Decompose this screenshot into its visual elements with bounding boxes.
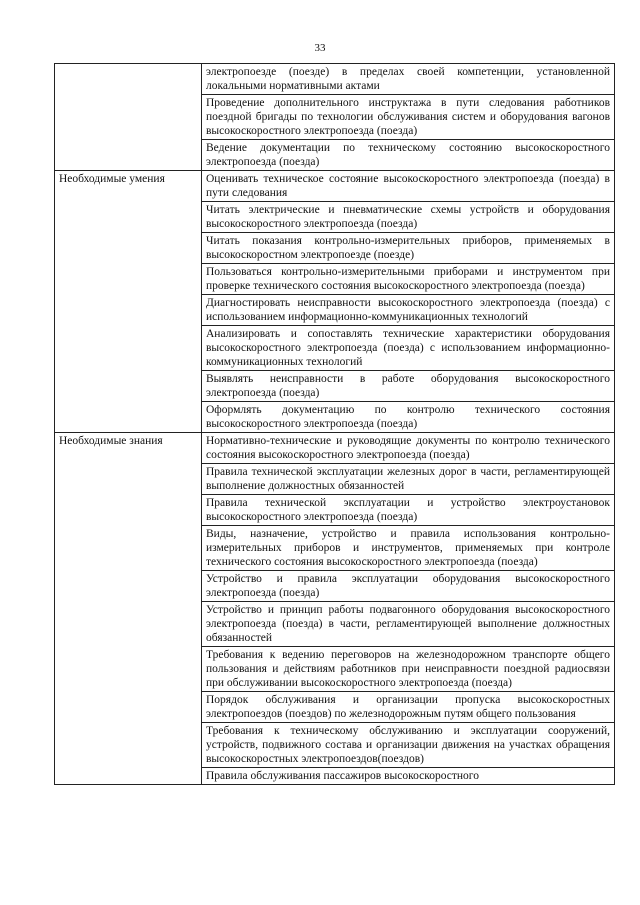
- table-cell: Читать электрические и пневматические схемы устройств и оборудования высокоскоростного электропоезда (поезда): [202, 202, 615, 233]
- table-cell: Выявлять неисправности в работе оборудования высокоскоростного электропоезда (поезда): [202, 371, 615, 402]
- competency-table: [54, 63, 615, 785]
- table-cell: Нормативно-технические и руководящие документы по контролю технического состояния высокоскоростного электропоезда (поезда): [202, 433, 615, 464]
- table-cell: Устройство и принцип работы подвагонного оборудования высокоскоростного электропоезда (поезда) в части, регламентирующей выполнение должностных обязанностей: [202, 602, 615, 647]
- table-cell: электропоезде (поезде) в пределах своей компетенции, установленной локальными нормативными актами: [202, 64, 615, 95]
- table-cell: Оценивать техническое состояние высокоскоростного электропоезда (поезда) в пути следования: [202, 171, 615, 202]
- table-cell: Проведение дополнительного инструктажа в пути следования работников поездной бригады по технологии обслуживания систем и оборудования вагонов высокоскоростного электропоезда (поезда): [202, 95, 615, 140]
- table-cell: Правила технической эксплуатации и устройство электроустановок высокоскоростного электропоезда (поезда): [202, 495, 615, 526]
- table-row: [55, 171, 615, 202]
- table-cell: Ведение документации по техническому состоянию высокоскоростного электропоезда (поезда): [202, 140, 615, 171]
- section-label-knowledge: Необходимые знания: [55, 433, 202, 785]
- table-cell: Правила обслуживания пассажиров высокоскоростного: [202, 768, 615, 785]
- table-cell: Пользоваться контрольно-измерительными приборами и инструментом при проверке технического состояния высокоскоростного электропоезда (поезда): [202, 264, 615, 295]
- table-cell: Требования к ведению переговоров на железнодорожном транспорте общего пользования и действиям работников при неисправности поездной радиосвязи при обслуживании высокоскоростного электропоезда (поезда): [202, 647, 615, 692]
- table-cell: Анализировать и сопоставлять технические характеристики оборудования высокоскоростного электропоезда (поезда) с использованием информационно-коммуникационных технологий: [202, 326, 615, 371]
- table-cell: Порядок обслуживания и организации пропуска высокоскоростных электропоездов (поездов) по железнодорожным путям общего пользования: [202, 692, 615, 723]
- table-cell: Устройство и правила эксплуатации оборудования высокоскоростного электропоезда (поезда): [202, 571, 615, 602]
- table-cell: Читать показания контрольно-измерительных приборов, применяемых в высокоскоростном электропоезде (поезде): [202, 233, 615, 264]
- table-cell: Виды, назначение, устройство и правила использования контрольно-измерительных приборов и инструментов, применяемых при контроле технического состояния высокоскоростного электропоезда (поезда): [202, 526, 615, 571]
- table-cell: Требования к техническому обслуживанию и эксплуатации сооружений, устройств, подвижного состава и организации движения на участках обращения высокоскоростных электропоездов(поездов): [202, 723, 615, 768]
- table-cell: Оформлять документацию по контролю технического состояния высокоскоростного электропоезда (поезда): [202, 402, 615, 433]
- section-label: [55, 64, 202, 171]
- table-cell: Правила технической эксплуатации железных дорог в части, регламентирующей выполнение должностных обязанностей: [202, 464, 615, 495]
- page-number: 33: [314, 42, 326, 54]
- table-row: [55, 64, 615, 95]
- table-cell: Диагностировать неисправности высокоскоростного электропоезда (поезда) с использованием информационно-коммуникационных технологий: [202, 295, 615, 326]
- table-row: [55, 433, 615, 464]
- section-label-skills: Необходимые умения: [55, 171, 202, 433]
